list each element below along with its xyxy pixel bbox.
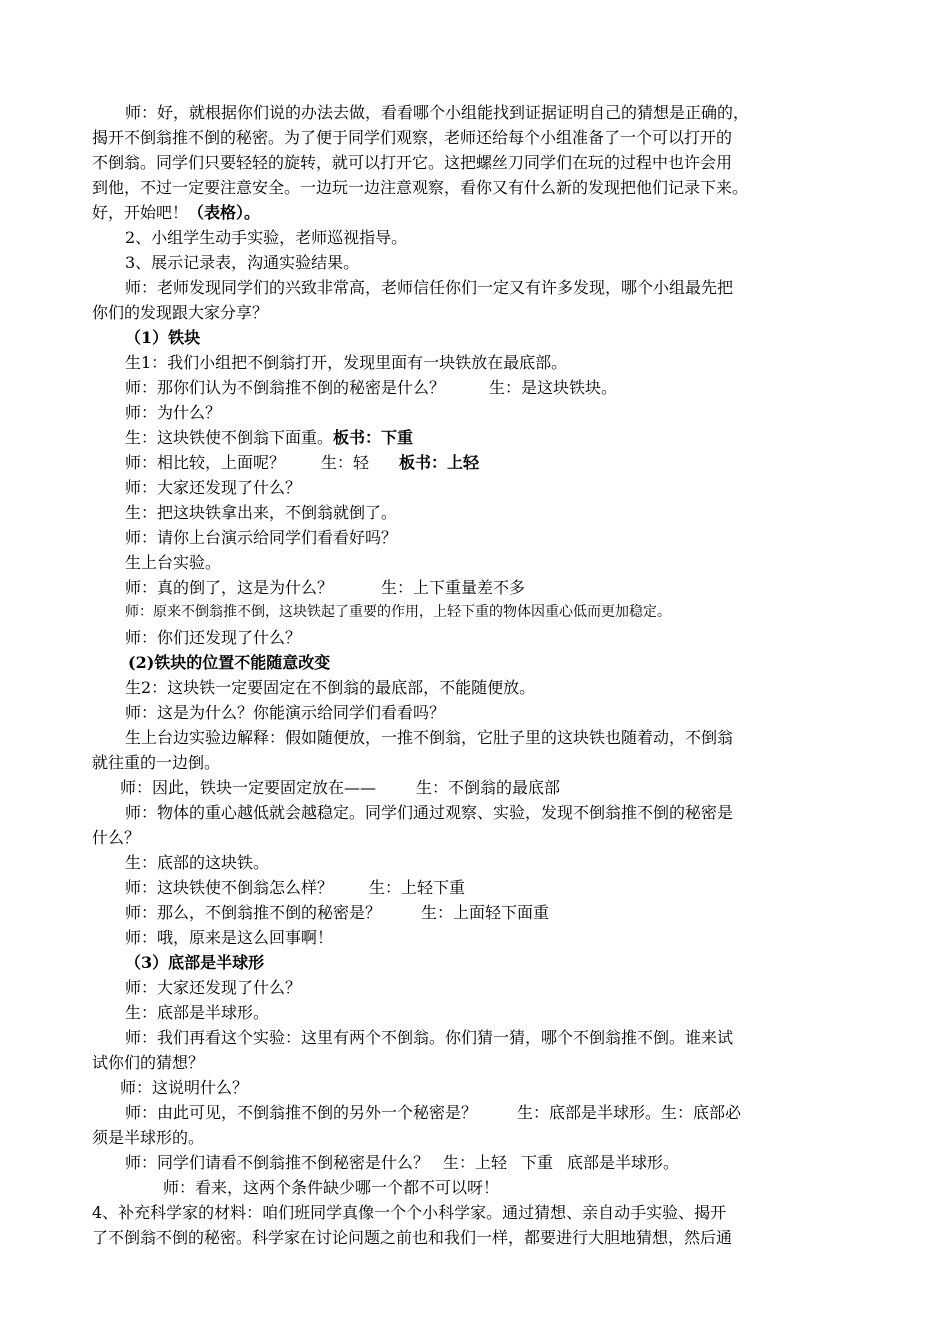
dialogue-line (125, 875, 905, 900)
dialogue-line: 师：大家还发现了什么？ (125, 478, 302, 497)
student-text: 生：不倒翁的最底部 (416, 778, 561, 797)
dialogue-line: 师：物体的重心越低就会越稳定。同学们通过观察、实验，发现不倒翁推不倒的秘密是 (125, 803, 734, 822)
student-text: 生：上轻下重 (369, 878, 466, 897)
step-2: 2、小组学生动手实验，老师巡视指导。 (125, 228, 408, 247)
bold-note: （表格）。 (188, 203, 261, 222)
dialogue-line (125, 1100, 905, 1125)
board-note: 板书：下重 (333, 428, 414, 447)
line-text: 好，开始吧！ (92, 203, 189, 222)
dialogue-line: 师：你们还发现了什么？ (125, 628, 302, 647)
section-heading-3: （3）底部是半球形 (125, 953, 265, 972)
board-note: 板书：上轻 (399, 453, 480, 472)
dialogue-line: 生2：这块铁一定要固定在不倒翁的最底部，不能随便放。 (125, 678, 536, 697)
dialogue-line (125, 425, 905, 450)
paragraph-line: 了不倒翁不倒的秘密。科学家在讨论问题之前也和我们一样，都要进行大胆地猜想，然后通 (92, 1228, 733, 1247)
dialogue-line: 师：大家还发现了什么？ (125, 978, 302, 997)
dialogue-line: 生上台实验。 (125, 553, 222, 572)
teacher-text: 师：同学们请看不倒翁推不倒秘密是什么？ (125, 1153, 430, 1172)
paragraph-line: 师：老师发现同学们的兴致非常高，老师信任你们一定又有许多发现，哪个小组最先把 (125, 278, 734, 297)
paragraph-line: 到他，不过一定要注意安全。一边玩一边注意观察，看你又有什么新的发现把他们记录下来。 (92, 178, 749, 197)
teacher-text: 师：由此可见，不倒翁推不倒的另外一个秘密是？ (125, 1103, 478, 1122)
teacher-text: 师：那你们认为不倒翁推不倒的秘密是什么？ (125, 378, 446, 397)
paragraph-line: 师：好，就根据你们说的办法去做，看看哪个小组能找到证据证明自己的猜想是正确的， (125, 103, 750, 122)
paragraph-line: 揭开不倒翁推不倒的秘密。为了便于同学们观察，老师还给每个小组准备了一个可以打开的 (92, 128, 733, 147)
step-3: 3、展示记录表，沟通实验结果。 (125, 253, 360, 272)
dialogue-line: 生：底部的这块铁。 (125, 853, 270, 872)
student-text: 生：轻 (321, 453, 370, 472)
dialogue-line (125, 900, 905, 925)
student-text: 生：上面轻下面重 (421, 903, 550, 922)
dialogue-line: 生1：我们小组把不倒翁打开，发现里面有一块铁放在最底部。 (125, 353, 568, 372)
student-text: 生：这块铁使不倒翁下面重。 (125, 428, 334, 447)
dialogue-line: 师：我们再看这个实验：这里有两个不倒翁。你们猜一猜，哪个不倒翁推不倒。谁来试 (125, 1028, 734, 1047)
dialogue-line (120, 775, 900, 800)
dialogue-line: 师：为什么？ (125, 403, 222, 422)
dialogue-line: 生：把这块铁拿出来，不倒翁就倒了。 (125, 503, 398, 522)
dialogue-line (125, 1150, 905, 1175)
dialogue-line (125, 375, 905, 400)
dialogue-line: 什么？ (92, 828, 141, 847)
student-text: 生：底部是半球形。生：底部必 (517, 1103, 742, 1122)
student-text: 生：上轻 (443, 1153, 508, 1172)
dialogue-line: 师：看来，这两个条件缺少哪一个都不可以呀！ (163, 1178, 500, 1197)
paragraph-line: 不倒翁。同学们只要轻轻的旋转，就可以打开它。这把螺丝刀同学们在玩的过程中也许会用 (92, 153, 733, 172)
dialogue-line: 就往重的一边倒。 (92, 753, 221, 772)
student-text: 下重 (521, 1153, 554, 1172)
student-text: 底部是半球形。 (567, 1153, 680, 1172)
dialogue-line: 师：原来不倒翁推不倒，这块铁起了重要的作用，上轻下重的物体因重心低而更加稳定。 (125, 604, 671, 620)
paragraph-line (92, 200, 872, 225)
teacher-text: 师：相比较，上面呢？ (125, 453, 286, 472)
dialogue-line: 生上台边实验边解释：假如随便放，一推不倒翁，它肚子里的这块铁也随着动，不倒翁 (125, 728, 734, 747)
step-4: 4、补充科学家的材料：咱们班同学真像一个个小科学家。通过猜想、亲自动手实验、揭开 (92, 1203, 727, 1222)
dialogue-line (125, 450, 905, 475)
section-heading-1: （1）铁块 (125, 328, 201, 347)
teacher-text: 师：真的倒了，这是为什么？ (125, 578, 334, 597)
dialogue-line: 师：这是为什么？你能演示给同学们看看吗？ (125, 703, 446, 722)
student-text: 生：是这块铁块。 (489, 378, 618, 397)
dialogue-line: 试你们的猜想？ (92, 1053, 205, 1072)
teacher-text: 师：这块铁使不倒翁怎么样？ (125, 878, 334, 897)
dialogue-line: 师：请你上台演示给同学们看看好吗？ (125, 528, 398, 547)
paragraph-line: 你们的发现跟大家分享？ (92, 303, 269, 322)
dialogue-line (125, 575, 905, 600)
teacher-text: 师：因此，铁块一定要固定放在—— (120, 778, 377, 797)
section-heading-2: (2)铁块的位置不能随意改变 (128, 653, 331, 672)
dialogue-line: 生：底部是半球形。 (125, 1003, 270, 1022)
student-text: 生：上下重量差不多 (381, 578, 526, 597)
dialogue-line: 师：这说明什么？ (120, 1078, 249, 1097)
dialogue-line: 师：哦，原来是这么回事啊！ (125, 928, 334, 947)
dialogue-line: 须是半球形的。 (92, 1128, 205, 1147)
teacher-text: 师：那么，不倒翁推不倒的秘密是？ (125, 903, 382, 922)
